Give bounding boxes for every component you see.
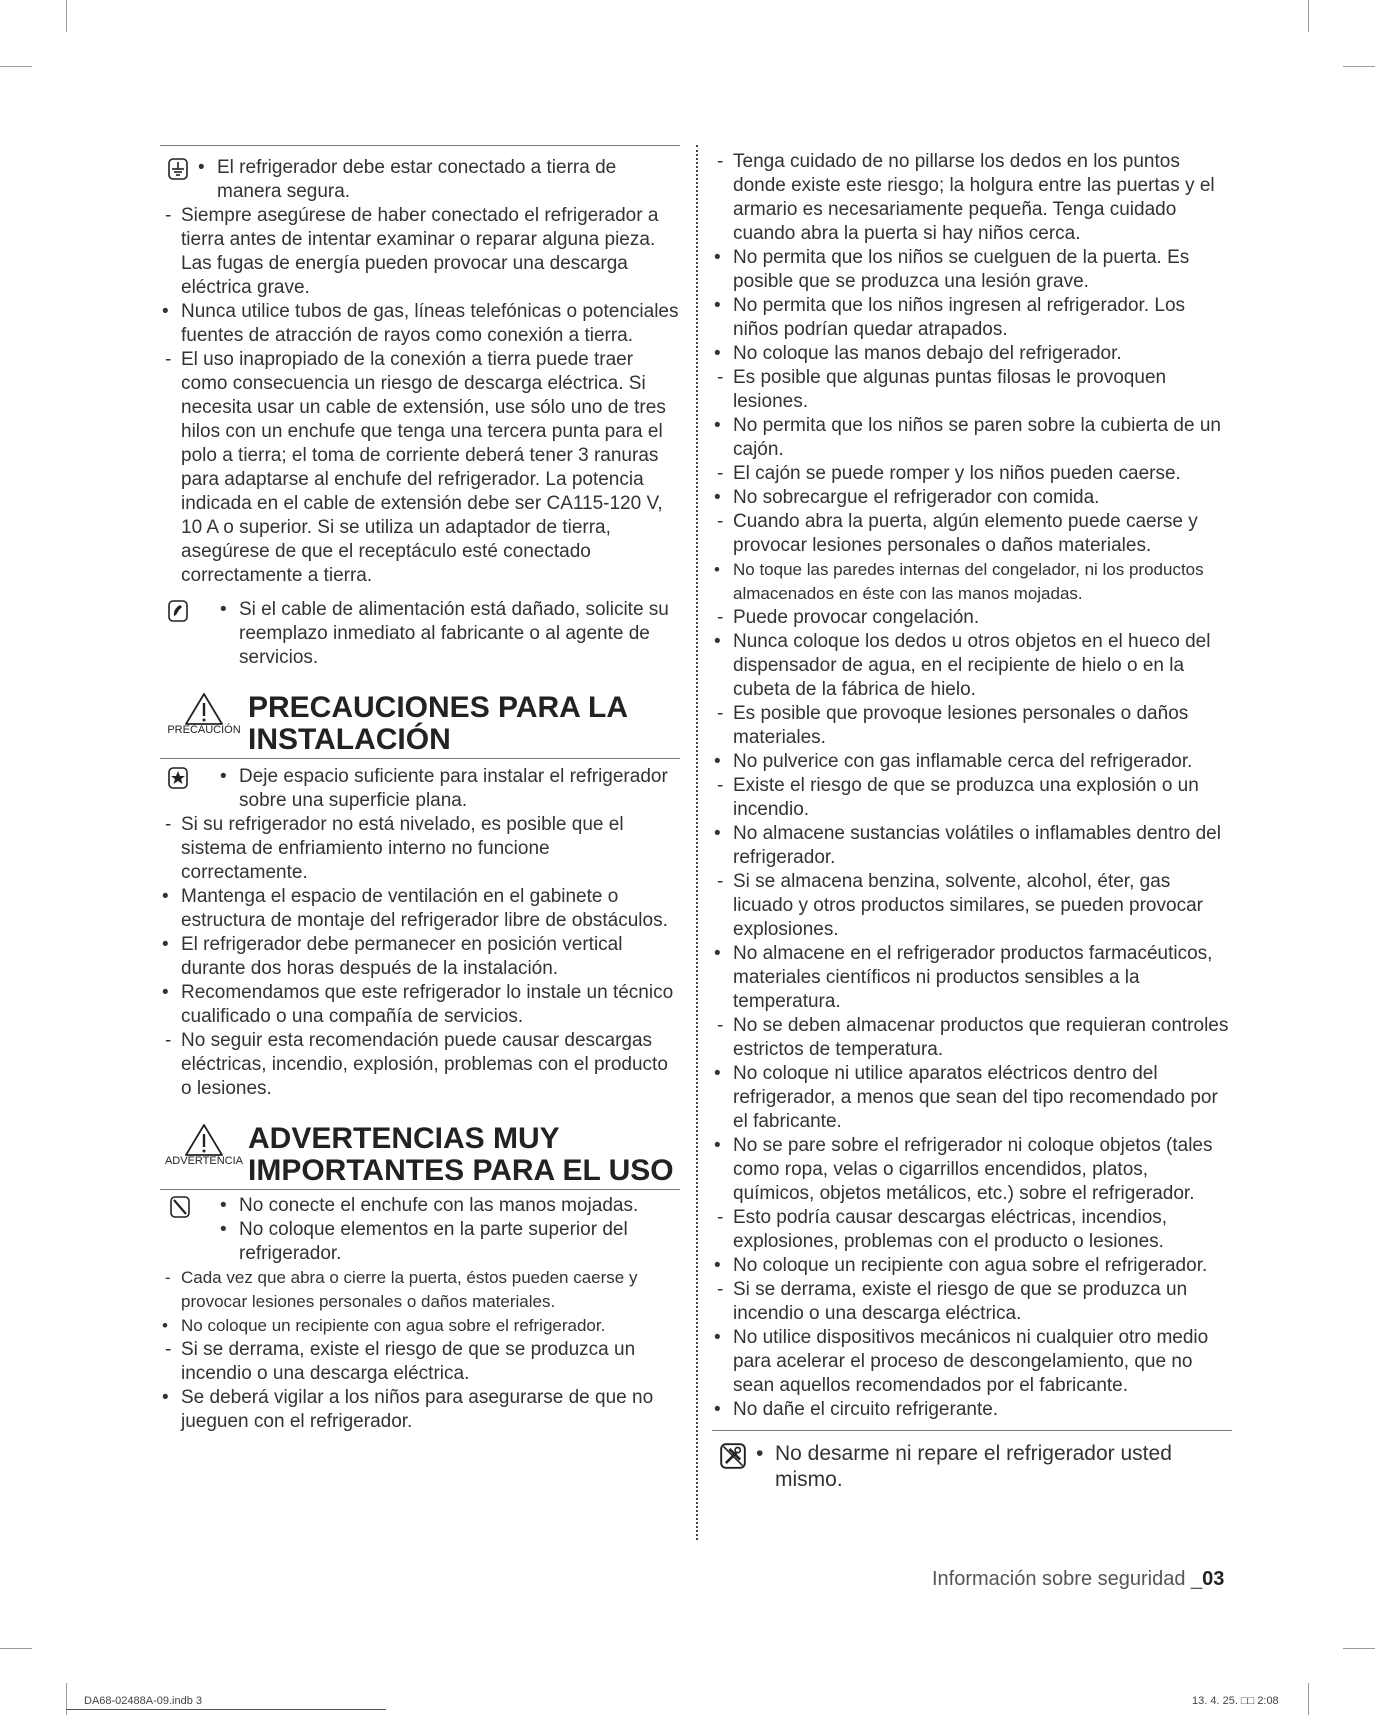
right-item-15: - Existe el riesgo de que se produzca una explosión o un incendio. bbox=[712, 774, 1232, 822]
install-item-1: - Si su refrigerador no está nivelado, es posible que el sistema de enfriamiento interno no funcione correctamente. bbox=[160, 813, 680, 885]
right-item-11: - Puede provocar congelación. bbox=[712, 606, 1232, 630]
print-slug-date: 13. 4. 25. □□ 2:08 bbox=[1192, 1695, 1279, 1707]
warning-heading-line1: ADVERTENCIAS MUY bbox=[248, 1122, 560, 1155]
right-item-10: • No toque las paredes internas del congelador, ni los productos almacenados en éste con las manos mojadas. bbox=[712, 558, 1232, 606]
crop-mark bbox=[1343, 1648, 1375, 1649]
star-note-icon bbox=[168, 767, 188, 789]
ground-note bbox=[160, 156, 680, 204]
install-item-5: - No seguir esta recomendación puede causar descargas eléctricas, incendio, explosión, problemas con el producto o lesiones. bbox=[160, 1029, 680, 1101]
warning-note bbox=[160, 1194, 680, 1266]
crop-mark bbox=[0, 66, 32, 67]
phone-first-bullet: • Si el cable de alimentación está dañado, solicite su reemplazo inmediato al fabricante o al agente de servicios. bbox=[218, 598, 680, 670]
crop-mark bbox=[1308, 0, 1309, 32]
page-number: 03 bbox=[1202, 1568, 1225, 1590]
warning-item-4: • Se deberá vigilar a los niños para asegurarse de que no jueguen con el refrigerador. bbox=[160, 1386, 680, 1434]
right-item-26: • No dañe el circuito refrigerante. bbox=[712, 1398, 1232, 1422]
right-item-4: • No coloque las manos debajo del refrigerador. bbox=[712, 342, 1232, 366]
warning-item-3: - Si se derrama, existe el riesgo de que se produzca un incendio o una descarga eléctrica. bbox=[160, 1338, 680, 1386]
right-item-24: - Si se derrama, existe el riesgo de que se produzca un incendio o una descarga eléctrica. bbox=[712, 1278, 1232, 1326]
right-item-6: • No permita que los niños se paren sobre la cubierta de un cajón. bbox=[712, 414, 1232, 462]
crop-mark bbox=[1343, 66, 1375, 67]
warning-symbol bbox=[160, 1123, 248, 1167]
right-item-19: - No se deben almacenar productos que requieran controles estrictos de temperatura. bbox=[712, 1014, 1232, 1062]
install-item-3: • El refrigerador debe permanecer en posición vertical durante dos horas después de la instalación. bbox=[160, 933, 680, 981]
page-footer bbox=[932, 1568, 1224, 1591]
caution-symbol bbox=[160, 692, 248, 736]
ground-item-2: • Nunca utilice tubos de gas, líneas telefónicas o potenciales fuentes de atracción de rayos como conexión a tierra. bbox=[160, 300, 680, 348]
install-first-bullet: • Deje espacio suficiente para instalar el refrigerador sobre una superficie plana. bbox=[218, 765, 680, 813]
right-item-12: • Nunca coloque los dedos u otros objetos en el hueco del dispensador de agua, en el recipiente de hielo o en la cubeta de la fábrica de hielo. bbox=[712, 630, 1232, 702]
warning-first-bullet: • No conecte el enchufe con las manos mojadas. bbox=[218, 1194, 680, 1218]
install-heading-line1: PRECAUCIONES PARA LA bbox=[248, 691, 629, 724]
section-rule bbox=[712, 1430, 1232, 1431]
warning-triangle-icon bbox=[184, 1123, 224, 1157]
right-item-8: • No sobrecargue el refrigerador con comida. bbox=[712, 486, 1232, 510]
install-note bbox=[160, 765, 680, 813]
section-rule bbox=[160, 1189, 680, 1190]
print-slug-file: DA68-02488A-09.indb 3 bbox=[84, 1695, 203, 1707]
right-item-18: • No almacene en el refrigerador productos farmacéuticos, materiales científicos ni productos sensibles a la temperatura. bbox=[712, 942, 1232, 1014]
install-heading bbox=[160, 692, 680, 756]
warning-heading-line2: IMPORTANTES PARA EL USO bbox=[248, 1154, 674, 1187]
contact-service-icon bbox=[168, 600, 188, 622]
crop-mark bbox=[0, 1648, 32, 1649]
right-item-2: • No permita que los niños se cuelguen de la puerta. Es posible que se produzca una lesión grave. bbox=[712, 246, 1232, 294]
warning-second-bullet: • No coloque elementos en la parte superior del refrigerador. bbox=[218, 1218, 680, 1266]
caution-caption: PRECAUCIÓN bbox=[167, 724, 241, 736]
warning-triangle-icon bbox=[184, 692, 224, 726]
right-item-7: - El cajón se puede romper y los niños pueden caerse. bbox=[712, 462, 1232, 486]
warning-heading bbox=[160, 1123, 680, 1187]
crop-mark bbox=[66, 0, 67, 32]
ground-item-3: - El uso inapropiado de la conexión a tierra puede traer como consecuencia un riesgo de descarga eléctrica. Si necesita usar un cable de extensión, use sólo uno de tres hilos con un enchufe que tenga una tercera punta para el polo a tierra; el toma de corriente deberá tener 3 ranuras para adaptarse al enchufe del refrigerador. La potencia indicada en el cable de extensión debe ser CA115-120 V, 10 A o superior. Si se utiliza un adaptador de tierra, asegúrese de que el receptáculo esté conectado correctamente a tierra. bbox=[160, 348, 680, 588]
ground-item-1: - Siempre asegúrese de haber conectado el refrigerador a tierra antes de intentar examinar o reparar alguna pieza. Las fugas de energía pueden provocar una descarga eléctrica grave. bbox=[160, 204, 680, 300]
right-item-23: • No coloque un recipiente con agua sobre el refrigerador. bbox=[712, 1254, 1232, 1278]
right-item-21: • No se pare sobre el refrigerador ni coloque objetos (tales como ropa, velas o cigarrillos encendidos, platos, químicos, objetos metálicos, etc.) sobre el refrigerador. bbox=[712, 1134, 1232, 1206]
warning-item-1: - Cada vez que abra o cierre la puerta, éstos pueden caerse y provocar lesiones personales o daños materiales. bbox=[160, 1266, 680, 1314]
left-column bbox=[160, 145, 680, 1434]
section-rule bbox=[160, 145, 680, 146]
ground-first-bullet: • El refrigerador debe estar conectado a tierra de manera segura. bbox=[196, 156, 680, 204]
right-item-13: - Es posible que provoque lesiones personales o daños materiales. bbox=[712, 702, 1232, 750]
right-item-1: - Tenga cuidado de no pillarse los dedos en los puntos donde existe este riesgo; la holgura entre las puertas y el armario es necesariamente pequeña. Tenga cuidado cuando abra la puerta si hay niños cerca. bbox=[712, 150, 1232, 246]
crop-mark bbox=[66, 1683, 67, 1715]
right-item-9: - Cuando abra la puerta, algún elemento puede caerse y provocar lesiones personales o daños materiales. bbox=[712, 510, 1232, 558]
warning-item-2: • No coloque un recipiente con agua sobre el refrigerador. bbox=[160, 1314, 680, 1338]
right-item-20: • No coloque ni utilice aparatos eléctricos dentro del refrigerador, a menos que sean del tipo recomendado por el fabricante. bbox=[712, 1062, 1232, 1134]
phone-note bbox=[160, 598, 680, 670]
right-item-22: - Esto podría causar descargas eléctricas, incendios, explosiones, problemas con el producto o lesiones. bbox=[712, 1206, 1232, 1254]
install-item-2: • Mantenga el espacio de ventilación en el gabinete o estructura de montaje del refrigerador libre de obstáculos. bbox=[160, 885, 680, 933]
ground-symbol-icon bbox=[168, 158, 188, 180]
crop-mark bbox=[1308, 1683, 1309, 1715]
right-item-5: - Es posible que algunas puntas filosas le provoquen lesiones. bbox=[712, 366, 1232, 414]
right-item-17: - Si se almacena benzina, solvente, alcohol, éter, gas licuado y otros productos similares, se pueden provocar explosiones. bbox=[712, 870, 1232, 942]
section-rule bbox=[160, 758, 680, 759]
right-item-14: • No pulverice con gas inflamable cerca del refrigerador. bbox=[712, 750, 1232, 774]
right-item-16: • No almacene sustancias volátiles o inflamables dentro del refrigerador. bbox=[712, 822, 1232, 870]
right-item-25: • No utilice dispositivos mecánicos ni cualquier otro medio para acelerar el proceso de descongelamiento, que no sean aquellos recomendados por el fabricante. bbox=[712, 1326, 1232, 1398]
no-disassembly-icon bbox=[720, 1443, 746, 1469]
slug-rule bbox=[66, 1709, 386, 1710]
disassemble-bullet: • No desarme ni repare el refrigerador usted mismo. bbox=[754, 1441, 1232, 1493]
disassemble-note bbox=[712, 1441, 1232, 1493]
install-item-4: • Recomendamos que este refrigerador lo instale un técnico cualificado o una compañía de servicios. bbox=[160, 981, 680, 1029]
right-item-3: • No permita que los niños ingresen al refrigerador. Los niños podrían quedar atrapados. bbox=[712, 294, 1232, 342]
warning-caption: ADVERTENCIA bbox=[164, 1155, 244, 1167]
footer-section-title: Información sobre seguridad _ bbox=[932, 1568, 1203, 1590]
do-not-icon bbox=[168, 1196, 192, 1218]
right-column bbox=[712, 150, 1232, 1493]
install-heading-line2: INSTALACIÓN bbox=[248, 723, 451, 756]
column-separator bbox=[696, 145, 698, 1540]
